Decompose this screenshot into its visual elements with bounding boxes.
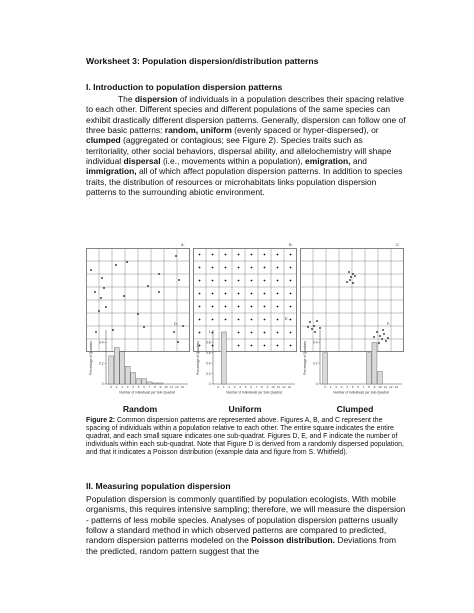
x-tick-label: 5 [244, 385, 247, 389]
histogram-bar [158, 383, 163, 384]
histogram-uniform [193, 322, 303, 400]
individual-dot [225, 319, 227, 321]
individual-dot [277, 293, 279, 295]
histogram-random [86, 322, 196, 400]
individual-dot [158, 273, 160, 275]
individual-dot [90, 269, 92, 271]
individual-dot [126, 261, 128, 263]
individual-dot [277, 306, 279, 308]
x-axis-label: Number of Individuals per Sub-Quadrat [333, 390, 389, 395]
individual-dot [238, 254, 240, 256]
y-tick-label: 0.4 [99, 340, 104, 345]
individual-dot [290, 254, 292, 256]
x-tick-label: 6 [250, 385, 252, 389]
x-tick-label: 8 [154, 385, 156, 389]
x-tick-label: 3 [126, 385, 129, 389]
individual-dot [277, 319, 279, 321]
histogram-bar [372, 342, 377, 384]
x-tick-label: 3 [233, 385, 236, 389]
x-tick-label: 13 [180, 385, 184, 389]
individual-dot [238, 319, 240, 321]
individual-dot [264, 319, 266, 321]
y-axis-label: Percentage of Quadrats [89, 341, 93, 375]
x-tick-label: 0 [110, 385, 113, 389]
x-tick-label: 13 [394, 385, 398, 389]
x-tick-label: 12 [282, 385, 286, 389]
individual-dot [212, 267, 214, 269]
histogram-bar [125, 366, 130, 384]
histogram-bar [131, 373, 136, 384]
x-axis-label: Number of Individuals per Sub-Quadrat [119, 390, 175, 395]
individual-dot [264, 306, 266, 308]
panel-letter-c: C. [396, 242, 400, 247]
x-tick-label: 10 [378, 385, 382, 389]
y-tick-label: 0.2 [206, 371, 211, 376]
individual-dot [212, 306, 214, 308]
individual-dot [290, 280, 292, 282]
x-axis-label: Number of Individuals per Sub-Quadrat [226, 390, 282, 395]
individual-dot [346, 281, 348, 283]
individual-dot [264, 280, 266, 282]
y-tick-label: 0.8 [206, 340, 211, 345]
individual-dot [158, 291, 160, 293]
label-uniform: Uniform [228, 404, 262, 414]
panel-letter-d: D. [174, 321, 178, 326]
individual-dot [225, 267, 227, 269]
y-tick-label: 0.2 [313, 361, 318, 366]
histogram-bar [323, 353, 328, 384]
histogram-bar [136, 379, 141, 384]
y-tick-label: 0 [208, 382, 211, 387]
histogram-clumped [300, 322, 410, 400]
x-tick-label: 9 [159, 385, 162, 389]
label-clumped: Clumped [336, 404, 374, 414]
individual-dot [225, 280, 227, 282]
x-tick-label: 7 [362, 385, 365, 389]
x-tick-label: 4 [132, 385, 134, 389]
panel-letter-e: E. [285, 316, 289, 321]
x-tick-label: 11 [383, 385, 387, 389]
panel-letter-a: A. [181, 242, 185, 247]
panel-letter-f: F. [387, 321, 391, 326]
x-tick-label: 10 [271, 385, 275, 389]
x-tick-label: 11 [276, 385, 280, 389]
individual-dot [290, 319, 292, 321]
x-tick-label: 13 [287, 385, 291, 389]
individual-dot [199, 254, 201, 256]
x-tick-label: 7 [255, 385, 258, 389]
histogram-bar [147, 382, 152, 384]
x-tick-label: 1 [329, 385, 332, 389]
individual-dot [290, 306, 292, 308]
y-tick-label: 1 [208, 330, 211, 335]
individual-dot [238, 306, 240, 308]
individual-dot [101, 277, 103, 279]
section-2-paragraph: Population dispersion is commonly quantified by population ecologists. With mobile organisms, this requires intensive sampling; therefore, we will measure the dispersion - patterns of less mobile species. Analyses of population dispersion patterns usually follow a standard method in which observed patterns are compared to predicted, random dispersion patterns modeled on the Poisson distribution. Deviations from the predicted, random pattern suggest that the [86, 494, 406, 556]
worksheet-title: Worksheet 3: Population dispersion/distribution patterns [86, 56, 319, 66]
individual-dot [290, 267, 292, 269]
x-tick-label: 1 [222, 385, 225, 389]
y-tick-label: 0.4 [206, 361, 211, 366]
individual-dot [264, 267, 266, 269]
y-axis-label: Percentage of Quadrats [196, 341, 200, 375]
individual-dot [123, 295, 125, 297]
x-tick-label: 3 [340, 385, 343, 389]
individual-dot [137, 313, 139, 315]
individual-dot [115, 264, 117, 266]
figure-caption: Figure 2: Common dispersion patterns are represented above. Figures A, B, and C represent the spacing of individuals within a population relative to each other. The entire square indicates the entire quadrat, and each small square indicates one sub-quadrat. Figures D, E, and F indicate the number of individuals within each sub-quadrat. Note that Figure D is derived from a randomly dispersed population, and that it indicates a Poisson distribution (example data and figure from S. Whitfield). [86, 417, 404, 457]
histogram-bar [142, 379, 147, 384]
histogram-bar [120, 352, 125, 384]
individual-dot [352, 282, 354, 284]
individual-dot [178, 279, 180, 281]
individual-dot [225, 293, 227, 295]
individual-dot [212, 319, 214, 321]
x-tick-label: 0 [324, 385, 327, 389]
individual-dot [199, 319, 201, 321]
x-tick-label: 11 [169, 385, 173, 389]
y-tick-label: 0.4 [313, 340, 318, 345]
individual-dot [147, 285, 149, 287]
x-tick-label: 1 [115, 385, 118, 389]
y-tick-label: 0 [315, 382, 318, 387]
individual-dot [175, 255, 177, 257]
x-tick-label: 9 [373, 385, 376, 389]
individual-dot [238, 293, 240, 295]
x-tick-label: 8 [261, 385, 263, 389]
x-tick-label: 12 [389, 385, 393, 389]
y-tick-label: 0.2 [99, 361, 104, 366]
y-tick-label: 0 [101, 382, 104, 387]
individual-dot [349, 279, 351, 281]
x-tick-label: 7 [148, 385, 151, 389]
x-tick-label: 8 [368, 385, 370, 389]
histogram-bar [109, 356, 114, 384]
label-random: Random [122, 404, 158, 414]
individual-dot [277, 280, 279, 282]
x-tick-label: 0 [217, 385, 220, 389]
individual-dot [199, 280, 201, 282]
individual-dot [251, 254, 253, 256]
x-tick-label: 12 [175, 385, 179, 389]
histogram-bar [221, 332, 226, 384]
individual-dot [212, 280, 214, 282]
section-1-heading: I. Introduction to population dispersion patterns [86, 82, 283, 92]
x-tick-label: 2 [121, 385, 124, 389]
individual-dot [103, 287, 105, 289]
individual-dot [290, 293, 292, 295]
individual-dot [277, 254, 279, 256]
individual-dot [251, 280, 253, 282]
individual-dot [264, 293, 266, 295]
y-tick-label: 0.6 [206, 351, 211, 355]
x-tick-label: 5 [351, 385, 354, 389]
individual-dot [251, 306, 253, 308]
y-axis-label: Percentage of Quadrats [303, 341, 307, 375]
individual-dot [199, 267, 201, 269]
individual-dot [212, 254, 214, 256]
histogram-bar [152, 383, 157, 384]
individual-dot [277, 267, 279, 269]
individual-dot [98, 310, 100, 312]
individual-dot [238, 267, 240, 269]
x-tick-label: 2 [228, 385, 231, 389]
panel-letter-b: B. [289, 242, 293, 247]
individual-dot [225, 306, 227, 308]
section-2-heading: II. Measuring population dispersion [86, 481, 231, 491]
individual-dot [352, 273, 354, 275]
individual-dot [251, 293, 253, 295]
x-tick-label: 9 [266, 385, 269, 389]
x-tick-label: 2 [335, 385, 338, 389]
histogram-bar [377, 372, 382, 384]
individual-dot [105, 306, 107, 308]
x-tick-label: 6 [143, 385, 145, 389]
individual-dot [212, 293, 214, 295]
individual-dot [225, 254, 227, 256]
x-tick-label: 6 [357, 385, 359, 389]
individual-dot [264, 254, 266, 256]
individual-dot [348, 271, 350, 273]
histogram-bar [366, 353, 371, 384]
individual-dot [94, 291, 96, 293]
individual-dot [199, 306, 201, 308]
individual-dot [354, 275, 356, 277]
histogram-bar [114, 348, 119, 384]
individual-dot [251, 267, 253, 269]
section-1-paragraph: The dispersion of individuals in a population describes their spacing relative to each other. Different species and different populations of the same species can exhibit drastically different dispersion patterns. Generally, dispersion can follow one of three basic patterns: random, uniform (evenly spaced or hyper-dispersed), or clumped (aggregated or contagious; see Figure 2). Species traits such as territoriality, other social behaviors, dispersal ability, and allelochemistry will shape individual dispersal (i.e., movements within a population), emigration, and immigration, all of which affect population dispersion patterns. In addition to species traits, the distribution of resources or microhabitats links population dispersion patterns to the surrounding abiotic environment. [86, 94, 406, 198]
individual-dot [238, 280, 240, 282]
individual-dot [350, 276, 352, 278]
x-tick-label: 4 [346, 385, 348, 389]
x-tick-label: 5 [137, 385, 140, 389]
individual-dot [100, 297, 102, 299]
individual-dot [199, 293, 201, 295]
x-tick-label: 10 [164, 385, 168, 389]
individual-dot [251, 319, 253, 321]
x-tick-label: 4 [239, 385, 241, 389]
